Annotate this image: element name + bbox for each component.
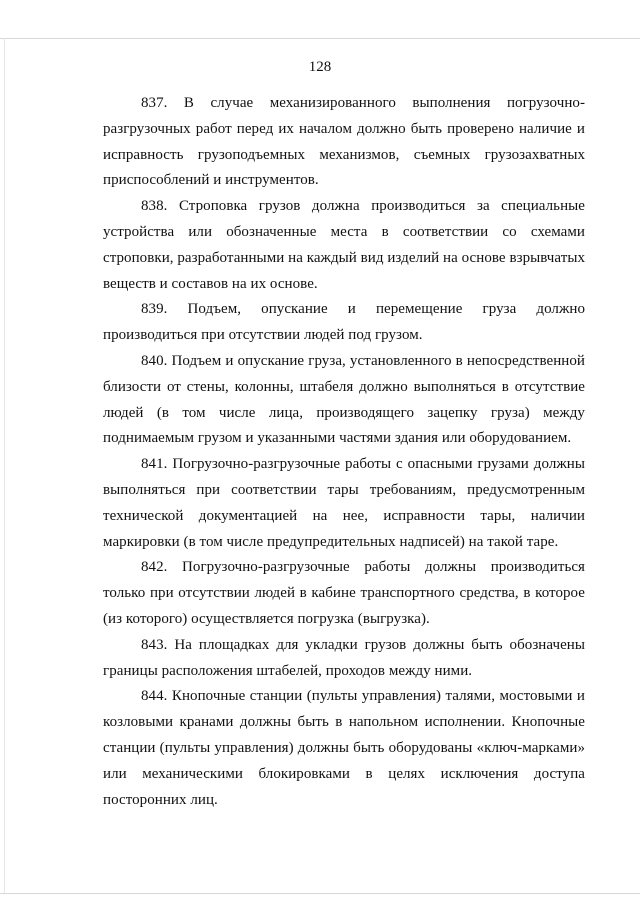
paragraph-841: 841. Погрузочно-разгрузочные работы с опасными грузами должны выполняться при соответствии тары требованиям, предусмотренным технической документацией на нее, исправности тары, наличии маркировки (в том числе предупредительных надписей) на такой таре. bbox=[103, 456, 585, 550]
scan-edge-bottom bbox=[0, 893, 640, 894]
paragraph-837: 837. В случае механизированного выполнения погрузочно-разгрузочных работ перед их началом должно быть проверено наличие и исправность грузоподъемных механизмов, съемных грузозахватных приспособлений и инструментов. bbox=[103, 95, 585, 189]
document-body bbox=[103, 91, 585, 813]
paragraph-840: 840. Подъем и опускание груза, установленного в непосредственной близости от стены, колонны, штабеля должно выполняться в отсутствие людей (в том числе лица, производящего зацепку груза) между поднимаемым грузом и указанными частями здания или оборудованием. bbox=[103, 352, 585, 447]
paragraph-843: 843. На площадках для укладки грузов должны быть обозначены границы расположения штабелей, проходов между ними. bbox=[103, 636, 585, 679]
scan-edge-left bbox=[4, 38, 5, 893]
paragraph-842: 842. Погрузочно-разгрузочные работы должны производиться только при отсутствии людей в кабине транспортного средства, в которое (из которого) осуществляется погрузка (выгрузка). bbox=[103, 559, 585, 627]
paragraph-839: 839. Подъем, опускание и перемещение груза должно производиться при отсутствии людей под грузом. bbox=[103, 301, 585, 344]
scan-edge-top bbox=[0, 38, 640, 39]
paragraph-838: 838. Строповка грузов должна производиться за специальные устройства или обозначенные места в соответствии со схемами строповки, разработанными на каждый вид изделий на основе взрывчатых веществ и составов на их основе. bbox=[103, 198, 585, 292]
paragraph-844: 844. Кнопочные станции (пульты управления) талями, мостовыми и козловыми кранами должны быть в напольном исполнении. Кнопочные станции (пульты управления) должны быть оборудованы «ключ-марками» или механическими блокировками в целях исключения доступа посторонних лиц. bbox=[103, 688, 585, 808]
page-number: 128 bbox=[308, 59, 332, 75]
